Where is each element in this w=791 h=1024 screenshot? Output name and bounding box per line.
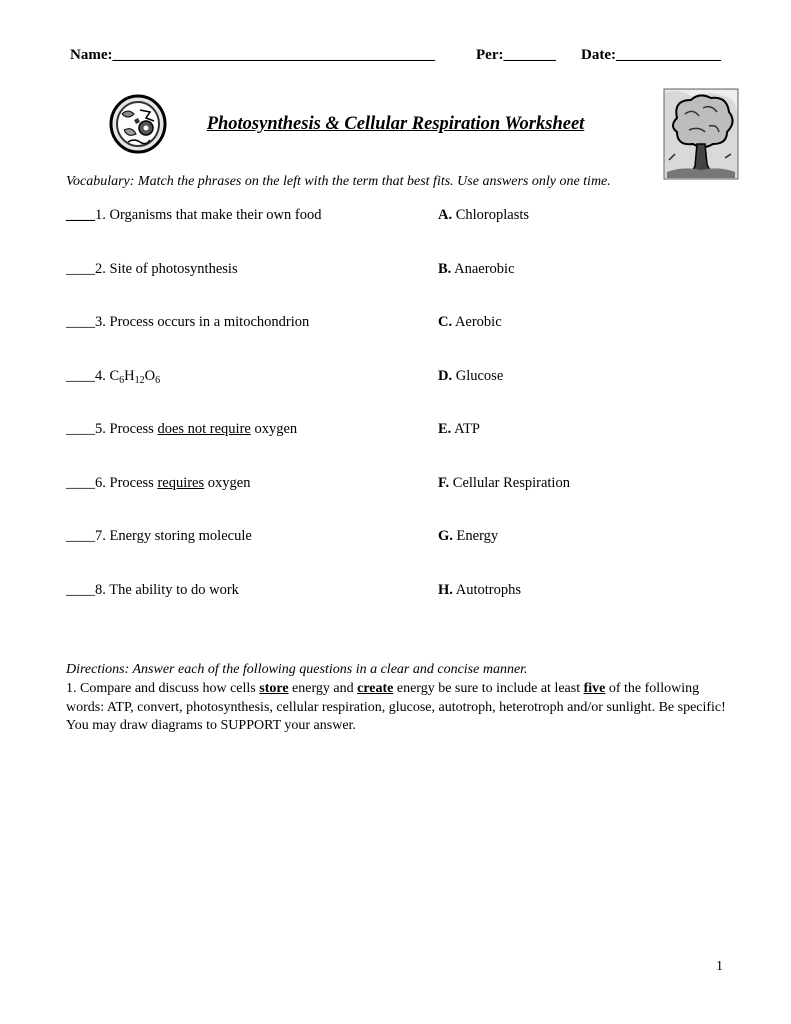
glucose-formula: $C_6H_{12}O_6$ — [109, 368, 161, 386]
item-number: 6. — [95, 475, 110, 491]
term-h — [438, 582, 521, 599]
item-number: 7. — [95, 528, 110, 544]
answer-blank-4[interactable]: ____ — [66, 368, 95, 384]
item-number: 1. — [95, 207, 110, 223]
matching-item-6 — [66, 475, 250, 492]
period-field[interactable] — [476, 47, 556, 64]
item-text: oxygen — [204, 475, 251, 491]
matching-item-8 — [66, 582, 239, 599]
answer-blank-8[interactable]: ____ — [66, 582, 95, 598]
item-number: 3. — [95, 314, 110, 330]
term-a — [438, 207, 529, 224]
emphasis-store: store — [259, 681, 289, 696]
term-letter: C. — [438, 314, 453, 330]
item-number: 5. — [95, 421, 110, 437]
emphasis-five: five — [583, 681, 606, 696]
term-b — [438, 261, 515, 278]
answer-blank-6[interactable]: ____ — [66, 475, 95, 491]
item-text: Process — [109, 421, 158, 437]
answer-blank-1[interactable]: ____ — [66, 207, 95, 223]
term-d — [438, 368, 503, 385]
term-letter: F. — [438, 475, 450, 491]
term-text: Chloroplasts — [455, 207, 530, 223]
answer-blank-7[interactable]: ____ — [66, 528, 95, 544]
date-label: Date: — [581, 47, 616, 63]
name-field[interactable] — [70, 47, 435, 64]
answer-area[interactable] — [66, 750, 726, 940]
term-text: Anaerobic — [454, 261, 515, 277]
term-letter: H. — [438, 582, 453, 598]
term-letter: E. — [438, 421, 452, 437]
item-text: Site of photosynthesis — [109, 261, 238, 277]
term-letter: B. — [438, 261, 452, 277]
term-text: Aerobic — [454, 314, 502, 330]
term-text: Cellular Respiration — [452, 475, 570, 491]
item-emphasis: requires — [157, 475, 205, 491]
matching-item-7 — [66, 528, 252, 545]
directions: Directions: Answer each of the following questions in a clear and concise manner. — [66, 662, 528, 677]
term-letter: A. — [438, 207, 453, 223]
period-blank[interactable]: _______ — [503, 47, 556, 63]
term-f — [438, 475, 570, 492]
matching-item-2 — [66, 261, 238, 278]
matching-item-5 — [66, 421, 297, 438]
term-c — [438, 314, 502, 331]
item-text: Organisms that make their own food — [109, 207, 322, 223]
matching-item-4 — [66, 368, 160, 385]
term-e — [438, 421, 480, 438]
term-text: Autotrophs — [455, 582, 521, 598]
term-g — [438, 528, 498, 545]
page-title: Photosynthesis & Cellular Respiration Worksheet — [206, 114, 585, 134]
term-text: ATP — [454, 421, 480, 437]
term-text: Glucose — [455, 368, 504, 384]
vocabulary-instructions: Vocabulary: Match the phrases on the left with the term that best fits. Use answers only one time. — [66, 174, 611, 189]
answer-blank-5[interactable]: ____ — [66, 421, 95, 437]
name-label: Name: — [70, 47, 113, 63]
date-blank[interactable]: ______________ — [615, 47, 721, 63]
matching-item-1 — [66, 207, 321, 224]
name-blank[interactable]: ___________________________________________ — [112, 47, 435, 63]
item-text: Energy storing molecule — [109, 528, 252, 544]
item-number: 2. — [95, 261, 110, 277]
answer-blank-2[interactable]: ____ — [66, 261, 95, 277]
item-number: 4. — [95, 368, 110, 384]
item-emphasis: does not require — [157, 421, 251, 437]
item-number: 8. — [95, 582, 110, 598]
term-letter: G. — [438, 528, 453, 544]
item-text: The ability to do work — [109, 582, 239, 598]
term-letter: D. — [438, 368, 453, 384]
page-number: 1 — [716, 959, 723, 974]
matching-item-3 — [66, 314, 309, 331]
question-1: 1. Compare and discuss how cells store energy and create energy be sure to include at least five of the following words: ATP, convert, photosynthesis, cellular respiration, glucose, autotroph, heterotroph and/or sunlight. Be specific! You may draw diagrams to SUPPORT your answer. — [66, 681, 726, 733]
item-text: Process occurs in a mitochondrion — [109, 314, 310, 330]
answer-blank-3[interactable]: ____ — [66, 314, 95, 330]
date-field[interactable] — [581, 47, 721, 64]
item-text: Process — [109, 475, 158, 491]
period-label: Per: — [476, 47, 504, 63]
term-text: Energy — [456, 528, 499, 544]
tree-clipart-icon — [663, 88, 739, 180]
emphasis-create: create — [357, 681, 394, 696]
item-text: oxygen — [250, 421, 298, 437]
